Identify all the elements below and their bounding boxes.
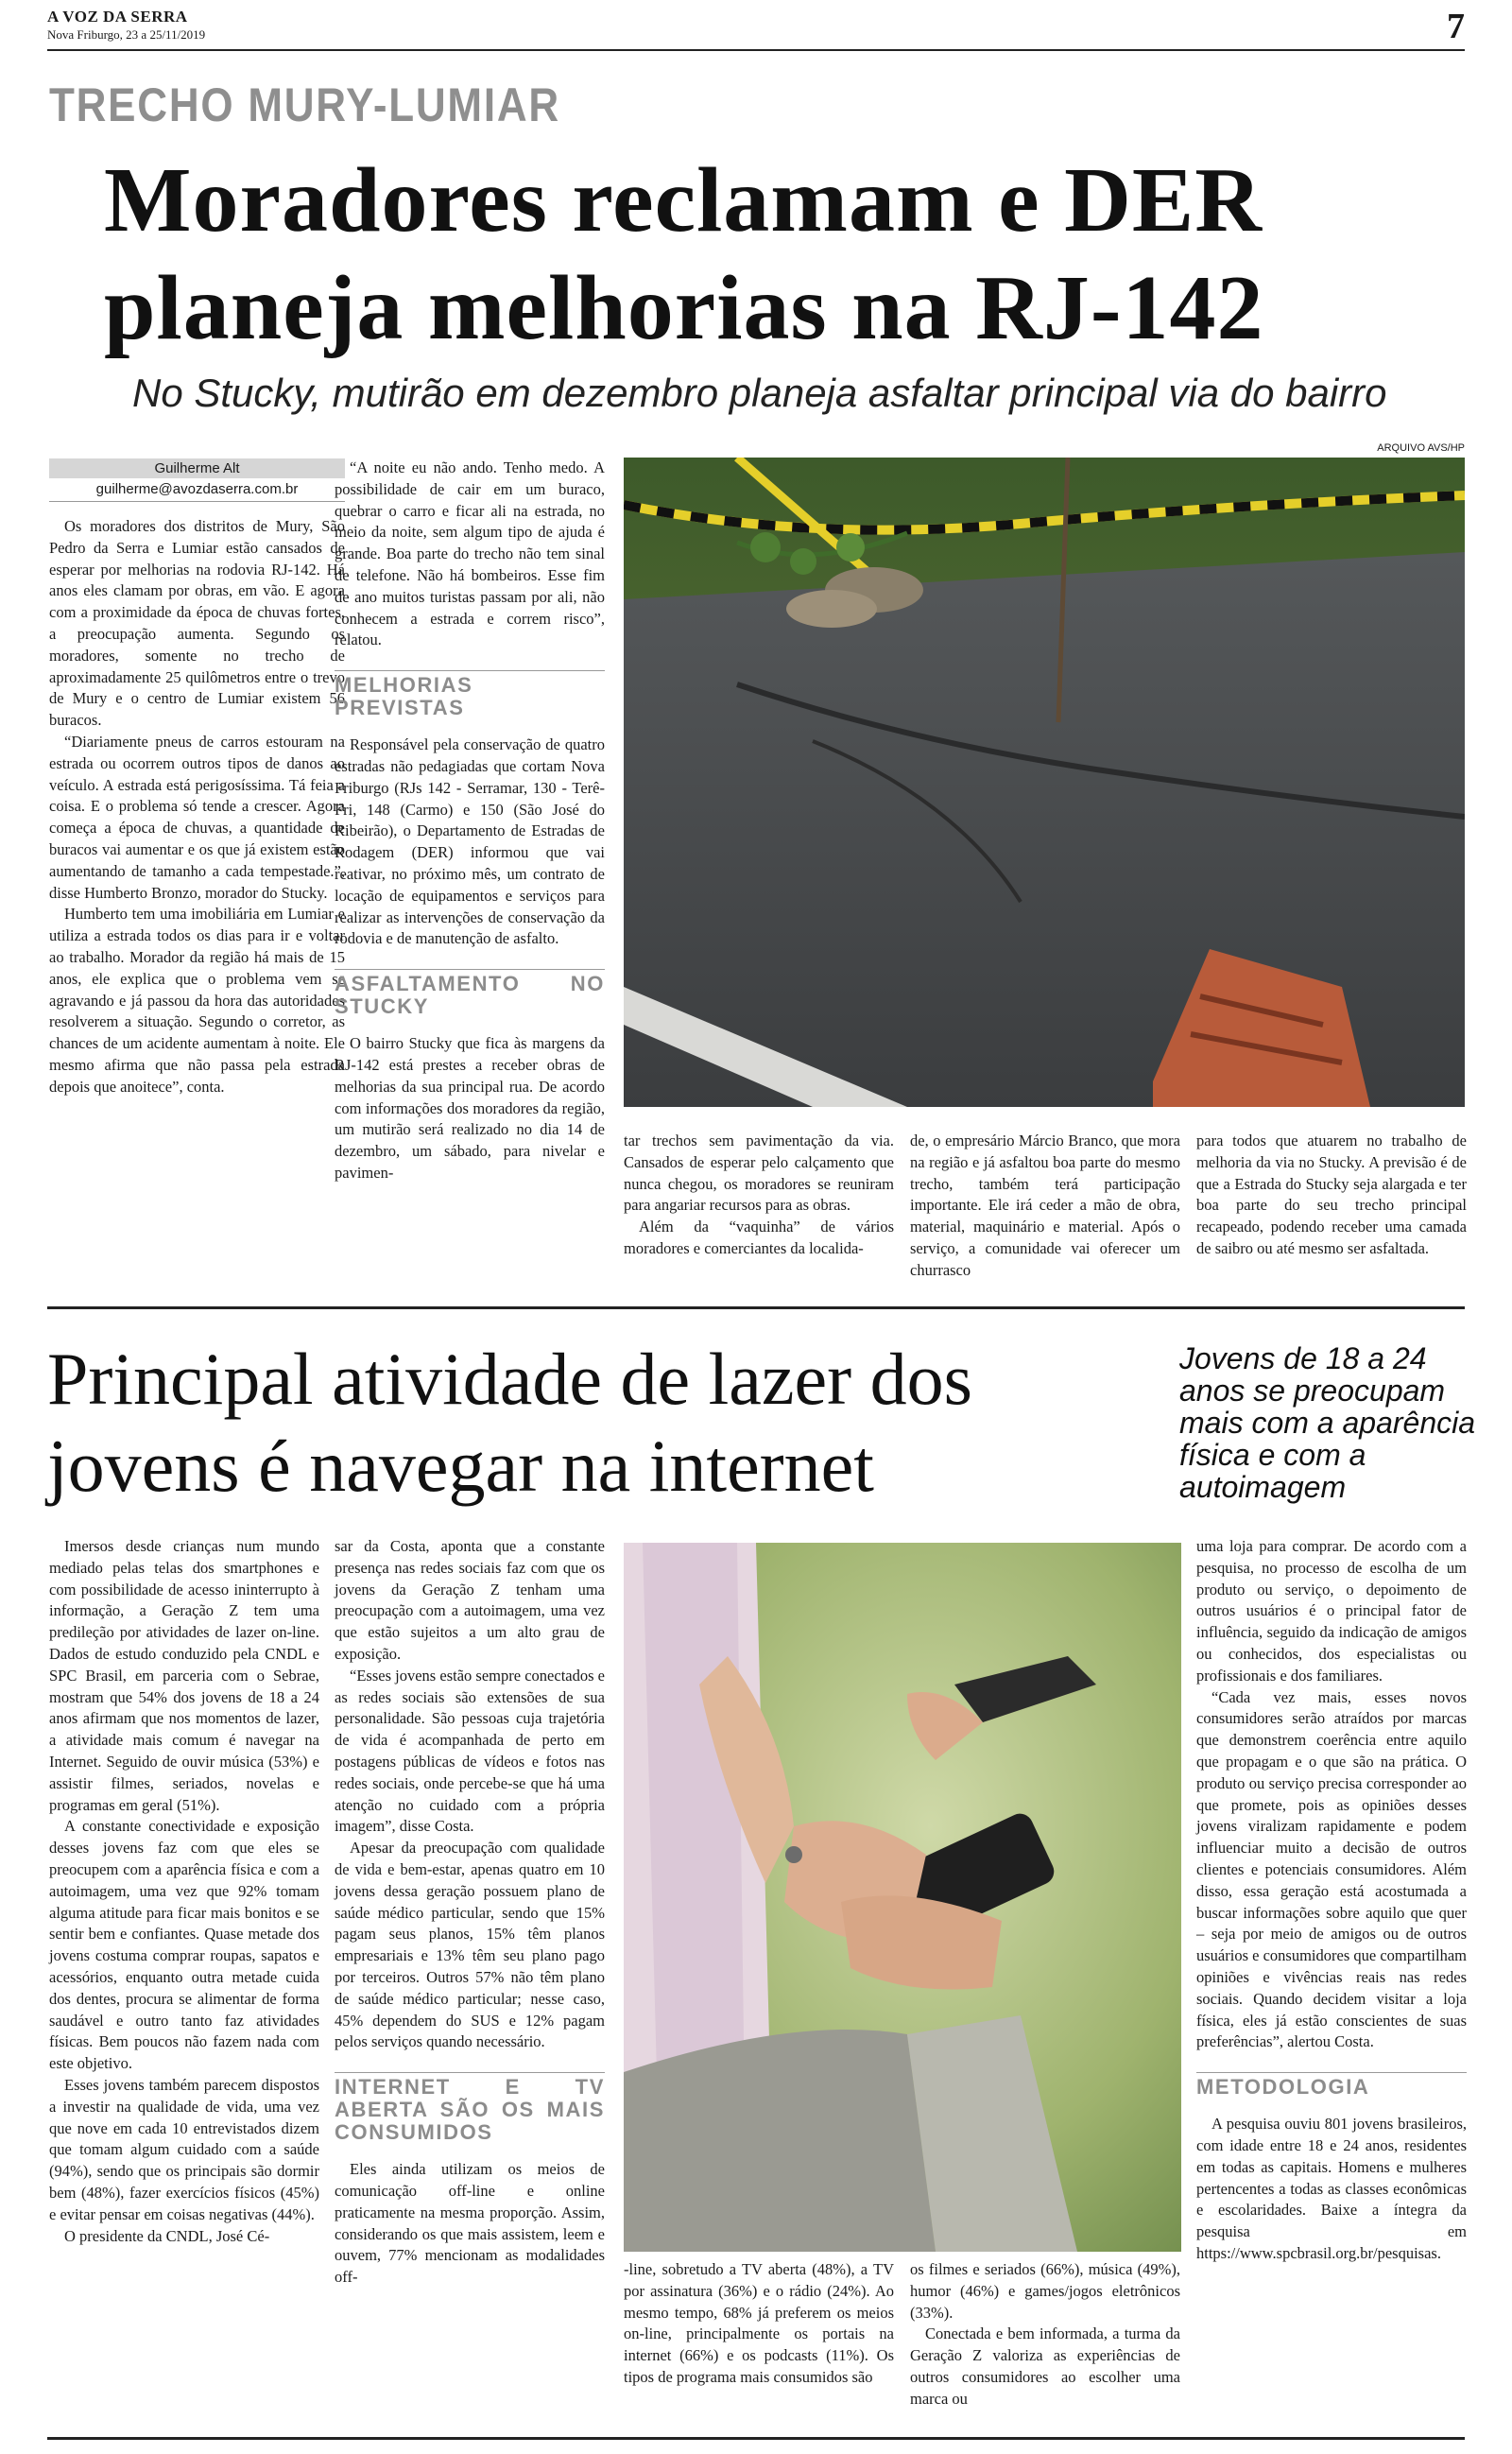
article1-column-1 <box>49 516 345 1098</box>
article1-headline: Moradores reclamam e DER planeja melhorias na RJ-142 <box>104 149 1264 359</box>
article2-headline: Principal atividade de lazer dos jovens é navegar na internet <box>47 1338 972 1507</box>
edition-date: Nova Friburgo, 23 a 25/11/2019 <box>47 27 206 42</box>
author-email[interactable]: guilherme@avozdaserra.com.br <box>49 481 345 502</box>
bottom-rule <box>47 2437 1465 2440</box>
paragraph: “Cada vez mais, esses novos consumidores serão atraídos por marcas que demonstrem coerência entre aquilo que propagam e o que são na prática. O produto ou serviço precisa corresponder ao que promete, pois as opiniões desses jovens viralizam rapidamente e podem influenciar muito a decisão de outros clientes e potenciais consumidores. Além disso, essa geração está acostumada a buscar informações sobre aquilo que quer – seja por meio de amigos ou de outros usuários e consumidores que compartilham opiniões e vivências reais nas redes sociais. Quando decidem visitar a loja física, eles já estão conscientes de suas preferências”, alertou Costa. <box>1196 1687 1467 2051</box>
paragraph: Além da “vaquinha” de vários moradores e comerciantes da localida- <box>624 1218 894 1257</box>
article1-column-4 <box>910 1131 1180 1282</box>
phones-photo-image <box>624 1543 1181 2252</box>
paragraph: Imersos desde crianças num mundo mediado pelas telas dos smartphones e com possibilidade de acesso ininterrupto à informação, a Geração Z tem uma predileção por atividades de lazer on-line. Dados de estudo conduzido pela CNDL e SPC Brasil, em parceria com o Sebrae, mostram que 54% dos jovens de 18 a 24 anos afirmam que nos momentos de lazer, a atividade mais comum é navegar na Internet. Seguido de ouvir música (53%) e assistir filmes, seriados, novelas e programas em geral (51%). <box>49 1537 319 1814</box>
article2-column-3 <box>624 2259 894 2389</box>
paragraph: os filmes e seriados (66%), música (49%), humor (46%) e games/jogos eletrônicos (33%). <box>910 2260 1180 2322</box>
article2-column-1 <box>49 1536 319 2247</box>
paragraph: A constante conectividade e exposição desses jovens faz com que eles se preocupem com a aparência física e com a autoimagem, uma vez que 92% tomam alguma atitude para ficar mais bonitos e se sentir bem e confiantes. Quase metade dos jovens costuma comprar roupas, sapatos e acessórios, enquanto outra metade cuida dos dentes, procura se alimentar de forma saudável e outro tanto faz atividades físicas. Bem poucos não fazem nada com este objetivo. <box>49 1817 319 2073</box>
paragraph: Conectada e bem informada, a turma da Geração Z valoriza as experiências de outros consumidores ao escolher uma marca ou <box>910 2324 1180 2408</box>
page-number: 7 <box>1447 7 1465 46</box>
paragraph: “Diariamente pneus de carros estouram na estrada ou ocorrem outros tipos de danos ao veículo. A estrada está perigosíssima. Tá feia a coisa. E o problema só tende a crescer. Agora começa a época de chuvas, a quantidade de buracos vai aumentar e os que já existem estão aumentando de tamanho a cada tempestade.”, disse Humberto Bronzo, morador do Stucky. <box>49 732 345 902</box>
subhead-internet-tv: INTERNET E TV ABERTA SÃO OS MAIS CONSUMIDOS <box>335 2072 605 2144</box>
article2-column-5 <box>1196 1536 1467 2265</box>
paragraph: sar da Costa, aponta que a constante presença nas redes sociais faz com que os jovens da Geração Z tenham uma preocupação com a autoimagem, uma vez que estão sujeitos a um alto grau de exposição. <box>335 1537 605 1663</box>
section-divider <box>47 1306 1465 1309</box>
paragraph: para todos que atuarem no trabalho de melhoria da via no Stucky. A previsão é de que a Estrada do Stucky seja alargada e ter boa parte do seu trecho principal recapeado, podendo receber uma camada de saibro ou até mesmo ser asfaltada. <box>1196 1132 1467 1257</box>
header-rule <box>47 49 1465 51</box>
article1-column-2 <box>335 458 605 1184</box>
road-photo <box>624 458 1465 1107</box>
paragraph: O bairro Stucky que fica às margens da RJ-142 está prestes a receber obras de melhorias da sua principal rua. De acordo com informações dos moradores da região, um mutirão será realizado no dia 14 de dezembro, um sábado, para nivelar e pavimen- <box>335 1034 605 1182</box>
paragraph: Responsável pela conservação de quatro estradas não pedagiadas que cortam Nova Friburgo (RJs 142 - Serramar, 130 - Terê-Fri, 148 (Carmo) e 150 (São José do Ribeirão), o Departamento de Estradas de Rodagem (DER) informou que vai reativar, no próximo mês, um contrato de locação de equipamentos e serviços para realizar as intervenções de conservação da rodovia e de manutenção de asfalto. <box>335 735 605 948</box>
article2-deck: Jovens de 18 a 24 anos se preocupam mais com a aparência física e com a autoimagem <box>1179 1341 1476 1504</box>
paragraph: Esses jovens também parecem dispostos a investir na qualidade de vida, uma vez que nove em cada 10 entrevistados dizem que tomam algum cuidado com a saúde (94%), sendo que os principais são dormir bem (48%), fazer exercícios físicos (45%) e evitar pensar em coisas negativas (44%). <box>49 2075 319 2223</box>
paragraph: de, o empresário Márcio Branco, que mora na região e já asfaltou boa parte do mesmo trecho, também terá participação importante. Ele irá ceder a mão de obra, material, maquinário e material. Após o serviço, a comunidade vai oferecer um churrasco <box>910 1132 1180 1279</box>
article1-column-5 <box>1196 1131 1467 1260</box>
photo-credit: ARQUIVO AVS/HP <box>1377 442 1465 454</box>
article1-deck: No Stucky, mutirão em dezembro planeja asfaltar principal via do bairro <box>132 371 1387 415</box>
newspaper-name: A VOZ DA SERRA <box>47 8 188 26</box>
author-name: Guilherme Alt <box>49 458 345 478</box>
paragraph: Eles ainda utilizam os meios de comunicação off-line e online praticamente na mesma proporção. Assim, considerando os que mais assistem, leem e ouvem, 77% mencionam as modalidades off- <box>335 2160 605 2287</box>
paragraph: -line, sobretudo a TV aberta (48%), a TV por assinatura (36%) e o rádio (24%). Ao mesmo tempo, 68% já preferem os meios on-line, principalmente os portais na internet (66%) e os podcasts (11%). Os tipos de programa mais consumidos são <box>624 2260 894 2386</box>
road-photo-image <box>624 458 1465 1107</box>
paragraph: “Esses jovens estão sempre conectados e as redes sociais são extensões de sua personalidade. São pessoas cuja trajetória de vida é acompanhada de perto em postagens públicas de vídeos e fotos nas redes sociais, onde percebe-se que há uma atenção no cuidado com a própria imagem”, disse Costa. <box>335 1666 605 1836</box>
article2-column-4 <box>910 2259 1180 2411</box>
paragraph: uma loja para comprar. De acordo com a pesquisa, no processo de escolha de um produto ou serviço, o depoimento de outros usuários é o principal fator de influência, seguido da indicação de amigos ou conhecidos, dos especialistas ou profissionais e dos familiares. <box>1196 1537 1467 1685</box>
paragraph: A pesquisa ouviu 801 jovens brasileiros, com idade entre 18 e 24 anos, residentes em todas as capitais. Homens e mulheres pertencentes a todas as classes econômicas e escolaridades. Baixe a íntegra da pesquisa em https://www.spcbrasil.org.br/pesquisas. <box>1196 2115 1467 2262</box>
paragraph: Apesar da preocupação com qualidade de vida e bem-estar, apenas quatro em 10 jovens dessa geração possuem plano de saúde médico particular, sendo que 15% pagam seus planos, 15% têm planos empresariais e 13% têm seu plano pago por terceiros. Outros 57% não têm plano de saúde médico particular; nesse caso, 45% dependem do SUS e 12% pagam pelos serviços quando necessário. <box>335 1839 605 2051</box>
article2-column-2 <box>335 1536 605 2289</box>
phones-photo <box>624 1543 1181 2252</box>
paragraph: Humberto tem uma imobiliária em Lumiar e utiliza a estrada todos os dias para ir e voltar ao trabalho. Morador da região há mais de 15 anos, ele explica que o problema vem se agravando e já passou da hora das autoridades resolverem a situação. Segundo o corretor, as chances de um acidente aumentam à noite. Ele mesmo afirma que não passa pela estrada depois que anoitece”, conta. <box>49 905 345 1096</box>
paragraph: “A noite eu não ando. Tenho medo. A possibilidade de cair em um buraco, quebrar o carro e ficar ali na estrada, no meio da noite, sem algum tipo de ajuda é grande. Boa parte do trecho não tem sinal de telefone. Não há bombeiros. Esse fim de ano muitos turistas passam por ali, não conhecem a estrada e correm risco”, relatou. <box>335 458 605 649</box>
paragraph: O presidente da CNDL, José Cé- <box>64 2226 270 2245</box>
subhead-metodologia: METODOLOGIA <box>1196 2072 1467 2099</box>
article1-column-3 <box>624 1131 894 1260</box>
subhead-asfaltamento: ASFALTAMENTO NO STUCKY <box>335 969 605 1018</box>
paragraph: tar trechos sem pavimentação da via. Cansados de esperar pelo calçamento que nunca chegou, os moradores se reuniram para angariar recursos para as obras. <box>624 1132 894 1215</box>
subhead-melhorias: MELHORIAS PREVISTAS <box>335 670 605 719</box>
paragraph: Os moradores dos distritos de Mury, São Pedro da Serra e Lumiar estão cansados de esperar por melhorias na rodovia RJ-142. Há anos eles clamam por obras, em vão. E agora com a proximidade da época de chuvas fortes, a preocupação aumenta. Segundo os moradores, somente no trecho de aproximadamente 25 quilômetros entre o trevo de Mury e o centro de Lumiar existem 56 buracos. <box>49 517 345 730</box>
article1-kicker: TRECHO MURY-LUMIAR <box>49 78 560 131</box>
